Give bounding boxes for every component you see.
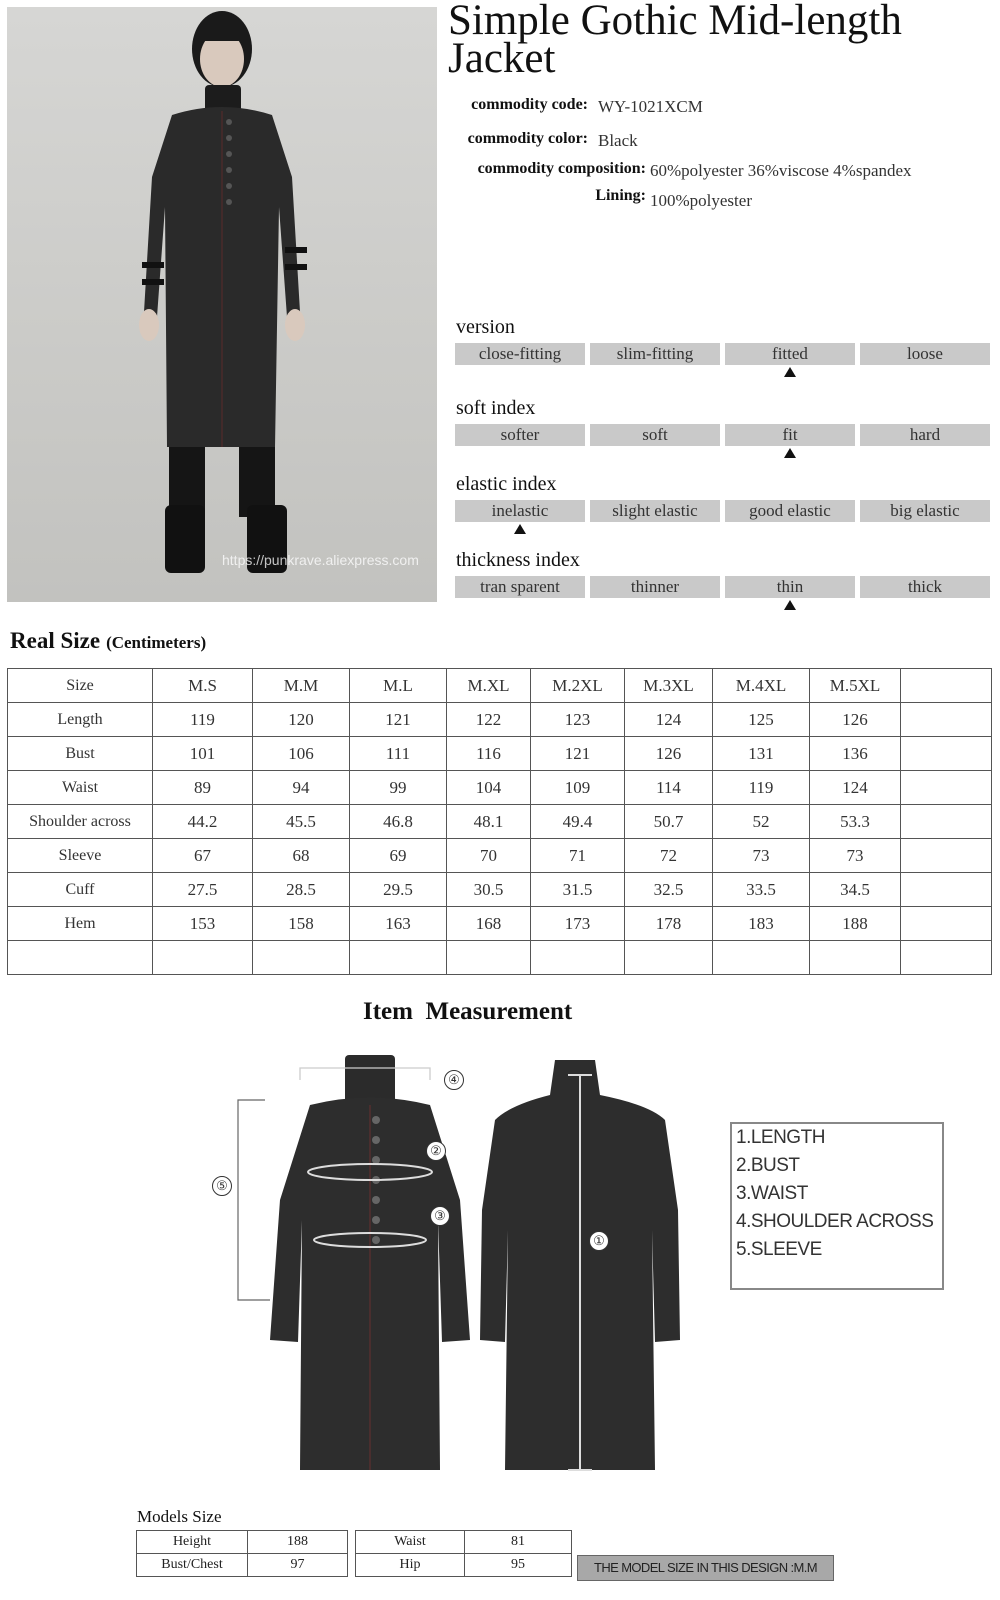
size-cell: 120	[253, 703, 350, 737]
row-label: Bust	[8, 737, 153, 771]
size-cell: 101	[153, 737, 253, 771]
legend-length: 1.LENGTH	[736, 1127, 825, 1148]
empty-cell	[901, 703, 992, 737]
table-row	[8, 805, 992, 839]
empty-cell	[625, 941, 713, 975]
size-cell: 121	[531, 737, 625, 771]
size-cell: 104	[447, 771, 531, 805]
model-figure	[7, 7, 437, 602]
size-cell: 126	[625, 737, 713, 771]
size-cell: 27.5	[153, 873, 253, 907]
marker-length: ①	[589, 1231, 609, 1251]
size-cell: 29.5	[350, 873, 447, 907]
empty-cell	[713, 941, 810, 975]
size-cell: 173	[531, 907, 625, 941]
measurement-title: Item Measurement	[363, 998, 573, 1025]
spec-value-lining: 100%polyester	[650, 191, 752, 210]
size-cell: 68	[253, 839, 350, 873]
index-option: close-fitting	[455, 343, 585, 365]
index-option: thin	[725, 576, 855, 598]
index-title-0: version	[456, 316, 515, 338]
size-cell: 183	[713, 907, 810, 941]
size-cell: 131	[713, 737, 810, 771]
index-option: softer	[455, 424, 585, 446]
model-waist-label: Waist	[356, 1531, 465, 1554]
table-row	[8, 907, 992, 941]
table-row	[8, 703, 992, 737]
index-option: slight elastic	[590, 500, 720, 522]
index-option: soft	[590, 424, 720, 446]
index-option: fit	[725, 424, 855, 446]
index-option: hard	[860, 424, 990, 446]
empty-cell	[447, 941, 531, 975]
size-cell: 122	[447, 703, 531, 737]
legend-shoulder: 4.SHOULDER ACROSS	[736, 1211, 934, 1232]
size-cell: 89	[153, 771, 253, 805]
size-header: M.M	[253, 669, 350, 703]
size-cell: 45.5	[253, 805, 350, 839]
real-size-heading: Real Size	[10, 628, 101, 653]
model-height-label: Height	[137, 1531, 248, 1554]
size-cell: 73	[713, 839, 810, 873]
size-cell: 30.5	[447, 873, 531, 907]
spec-value-color: Black	[598, 131, 638, 150]
size-cell: 119	[713, 771, 810, 805]
size-header: M.5XL	[810, 669, 901, 703]
size-cell: 73	[810, 839, 901, 873]
index-selected-marker	[784, 367, 796, 377]
table-row	[8, 771, 992, 805]
row-label: Cuff	[8, 873, 153, 907]
size-cell: 71	[531, 839, 625, 873]
size-table	[7, 668, 992, 975]
spec-label-color: commodity color:	[467, 130, 588, 147]
row-label: Shoulder across	[8, 805, 153, 839]
legend-waist: 3.WAIST	[736, 1183, 808, 1204]
size-cell: 70	[447, 839, 531, 873]
model-hip-label: Hip	[356, 1554, 465, 1577]
size-cell: 168	[447, 907, 531, 941]
size-cell: 32.5	[625, 873, 713, 907]
legend-bust: 2.BUST	[736, 1155, 800, 1176]
size-cell: 114	[625, 771, 713, 805]
coat-diagram	[200, 1050, 700, 1490]
real-size-title	[10, 628, 206, 654]
index-title-3: thickness index	[456, 549, 580, 571]
spec-value-composition: 60%polyester 36%viscose 4%spandex	[650, 161, 912, 180]
table-row	[8, 737, 992, 771]
empty-cell	[901, 805, 992, 839]
marker-sleeve: ⑤	[212, 1176, 232, 1196]
size-cell: 69	[350, 839, 447, 873]
size-cell: 44.2	[153, 805, 253, 839]
size-cell: 33.5	[713, 873, 810, 907]
marker-bust: ②	[426, 1141, 446, 1161]
row-label: Length	[8, 703, 153, 737]
index-option: thinner	[590, 576, 720, 598]
size-cell: 178	[625, 907, 713, 941]
empty-cell	[350, 941, 447, 975]
size-cell: 31.5	[531, 873, 625, 907]
empty-cell	[901, 873, 992, 907]
size-cell: 67	[153, 839, 253, 873]
size-cell: 124	[625, 703, 713, 737]
table-row	[8, 839, 992, 873]
model-bust-value: 97	[248, 1554, 348, 1577]
empty-cell	[531, 941, 625, 975]
model-bust-label: Bust/Chest	[137, 1554, 248, 1577]
size-cell: 49.4	[531, 805, 625, 839]
legend-sleeve: 5.SLEEVE	[736, 1239, 822, 1260]
size-cell: 50.7	[625, 805, 713, 839]
table-row	[8, 873, 992, 907]
index-option: big elastic	[860, 500, 990, 522]
empty-row	[8, 941, 992, 975]
row-label: Waist	[8, 771, 153, 805]
marker-shoulder: ④	[444, 1070, 464, 1090]
index-option: fitted	[725, 343, 855, 365]
models-size-title: Models Size	[137, 1507, 222, 1526]
product-title: Simple Gothic Mid-length Jacket	[448, 0, 902, 82]
size-cell: 158	[253, 907, 350, 941]
size-header: M.L	[350, 669, 447, 703]
size-cell: 46.8	[350, 805, 447, 839]
marker-waist: ③	[430, 1206, 450, 1226]
size-cell: 188	[810, 907, 901, 941]
real-size-unit: (Centimeters)	[106, 633, 207, 652]
spec-label-composition: commodity composition:	[477, 160, 646, 177]
product-photo	[7, 7, 437, 602]
size-cell: 119	[153, 703, 253, 737]
model-height-value: 188	[248, 1531, 348, 1554]
size-cell: 111	[350, 737, 447, 771]
measurement-legend	[730, 1122, 944, 1290]
model-hip-value: 95	[465, 1554, 572, 1577]
size-cell: 124	[810, 771, 901, 805]
size-cell: 106	[253, 737, 350, 771]
empty-cell	[901, 669, 992, 703]
size-cell: 125	[713, 703, 810, 737]
index-selected-marker	[514, 524, 526, 534]
size-header: M.S	[153, 669, 253, 703]
watermark: https://punkrave.aliexpress.com	[222, 552, 419, 568]
size-header-label: Size	[8, 669, 153, 703]
size-cell: 72	[625, 839, 713, 873]
models-size-table-right	[355, 1530, 572, 1577]
empty-cell	[901, 941, 992, 975]
size-cell: 94	[253, 771, 350, 805]
empty-cell	[153, 941, 253, 975]
size-cell: 53.3	[810, 805, 901, 839]
size-cell: 153	[153, 907, 253, 941]
row-label: Sleeve	[8, 839, 153, 873]
index-option: good elastic	[725, 500, 855, 522]
index-option: tran sparent	[455, 576, 585, 598]
size-header-row	[8, 669, 992, 703]
size-cell: 48.1	[447, 805, 531, 839]
size-cell: 28.5	[253, 873, 350, 907]
size-cell: 126	[810, 703, 901, 737]
sleeve-bracket	[238, 1100, 270, 1300]
index-option: inelastic	[455, 500, 585, 522]
empty-cell	[901, 907, 992, 941]
index-title-2: elastic index	[456, 473, 557, 495]
size-cell: 52	[713, 805, 810, 839]
size-cell: 163	[350, 907, 447, 941]
size-cell: 116	[447, 737, 531, 771]
size-cell: 121	[350, 703, 447, 737]
size-header: M.2XL	[531, 669, 625, 703]
size-cell: 109	[531, 771, 625, 805]
size-cell: 123	[531, 703, 625, 737]
size-cell: 34.5	[810, 873, 901, 907]
empty-cell	[8, 941, 153, 975]
spec-label-lining: Lining:	[595, 187, 646, 204]
empty-cell	[901, 737, 992, 771]
empty-cell	[810, 941, 901, 975]
model-size-note: THE MODEL SIZE IN THIS DESIGN :M.M	[577, 1555, 834, 1581]
index-option: slim-fitting	[590, 343, 720, 365]
size-cell: 136	[810, 737, 901, 771]
model-waist-value: 81	[465, 1531, 572, 1554]
coat-front	[270, 1055, 470, 1470]
size-header: M.XL	[447, 669, 531, 703]
index-title-1: soft index	[456, 397, 536, 419]
empty-cell	[901, 771, 992, 805]
size-header: M.4XL	[713, 669, 810, 703]
index-option: thick	[860, 576, 990, 598]
spec-value-code: WY-1021XCM	[598, 97, 703, 116]
models-size-table-left	[136, 1530, 348, 1577]
index-selected-marker	[784, 600, 796, 610]
size-cell: 99	[350, 771, 447, 805]
spec-label-code: commodity code:	[471, 96, 588, 113]
size-header: M.3XL	[625, 669, 713, 703]
empty-cell	[901, 839, 992, 873]
index-selected-marker	[784, 448, 796, 458]
coat-back	[480, 1060, 680, 1470]
empty-cell	[253, 941, 350, 975]
row-label: Hem	[8, 907, 153, 941]
index-option: loose	[860, 343, 990, 365]
